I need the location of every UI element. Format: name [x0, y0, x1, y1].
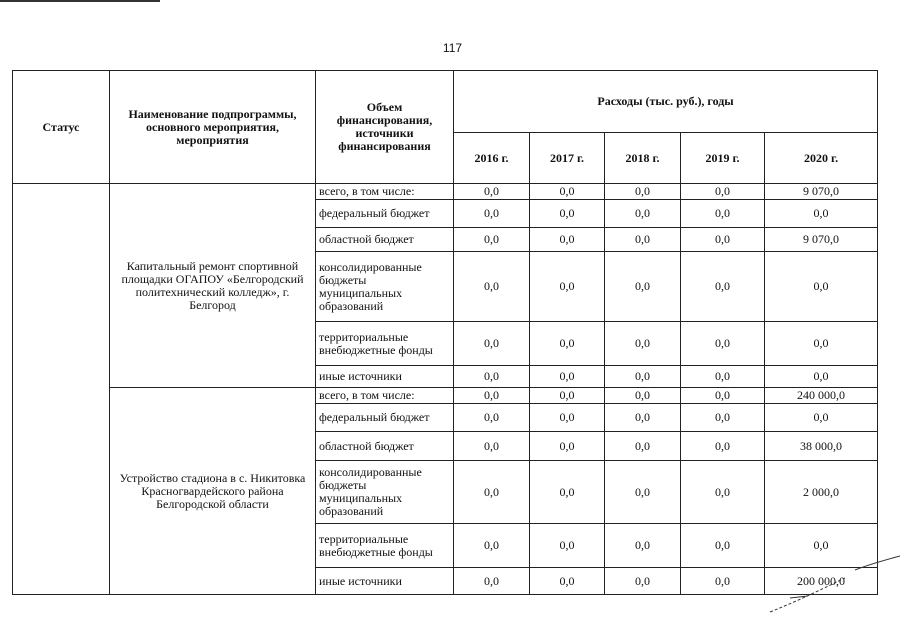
header-volume: Объем финансирования, источники финансирования	[316, 71, 454, 184]
amount-cell: 0,0	[605, 404, 681, 432]
amount-cell: 0,0	[605, 228, 681, 252]
amount-cell: 0,0	[681, 228, 765, 252]
signature-mark	[760, 540, 905, 615]
funding-source: всего, в том числе:	[316, 184, 454, 200]
amount-cell: 200 000,0	[765, 568, 878, 595]
amount-cell: 0,0	[530, 388, 605, 404]
amount-cell: 0,0	[454, 228, 530, 252]
amount-cell: 0,0	[454, 184, 530, 200]
amount-cell: 0,0	[681, 366, 765, 388]
header-year: 2017 г.	[530, 133, 605, 184]
amount-cell: 0,0	[681, 461, 765, 524]
amount-cell: 0,0	[765, 322, 878, 366]
amount-cell: 0,0	[681, 322, 765, 366]
table-row	[13, 388, 878, 404]
amount-cell: 0,0	[454, 432, 530, 461]
amount-cell: 0,0	[454, 200, 530, 228]
amount-cell: 0,0	[530, 568, 605, 595]
amount-cell: 2 000,0	[765, 461, 878, 524]
header-year: 2020 г.	[765, 133, 878, 184]
header-expenses: Расходы (тыс. руб.), годы	[454, 71, 878, 133]
amount-cell: 0,0	[530, 252, 605, 322]
amount-cell: 0,0	[765, 252, 878, 322]
amount-cell: 0,0	[530, 524, 605, 568]
header-year: 2018 г.	[605, 133, 681, 184]
funding-source: федеральный бюджет	[316, 404, 454, 432]
amount-cell: 0,0	[681, 252, 765, 322]
amount-cell: 0,0	[530, 404, 605, 432]
header-name: Наименование подпрограммы, основного мероприятия, мероприятия	[110, 71, 316, 184]
amount-cell: 0,0	[765, 366, 878, 388]
amount-cell: 0,0	[605, 432, 681, 461]
table-row	[13, 184, 878, 200]
amount-cell: 0,0	[454, 388, 530, 404]
amount-cell: 0,0	[454, 461, 530, 524]
funding-source: консолидированные бюджеты муниципальных образований	[316, 252, 454, 322]
amount-cell: 0,0	[454, 404, 530, 432]
status-cell	[13, 184, 110, 595]
amount-cell: 0,0	[605, 184, 681, 200]
amount-cell: 0,0	[454, 366, 530, 388]
amount-cell: 9 070,0	[765, 228, 878, 252]
amount-cell: 0,0	[530, 366, 605, 388]
amount-cell: 38 000,0	[765, 432, 878, 461]
top-rule	[0, 0, 160, 2]
amount-cell: 0,0	[605, 366, 681, 388]
amount-cell: 0,0	[530, 461, 605, 524]
amount-cell: 0,0	[605, 252, 681, 322]
funding-source: федеральный бюджет	[316, 200, 454, 228]
amount-cell: 0,0	[681, 404, 765, 432]
table-body	[13, 184, 878, 595]
amount-cell: 0,0	[530, 184, 605, 200]
amount-cell: 240 000,0	[765, 388, 878, 404]
amount-cell: 0,0	[681, 432, 765, 461]
header-status: Статус	[13, 71, 110, 184]
amount-cell: 9 070,0	[765, 184, 878, 200]
activity-name: Капитальный ремонт спортивной площадки ОГАПОУ «Белгородский политехнический колледж», г. Белгород	[110, 184, 316, 388]
funding-source: иные источники	[316, 568, 454, 595]
header-year: 2016 г.	[454, 133, 530, 184]
amount-cell: 0,0	[605, 388, 681, 404]
amount-cell: 0,0	[530, 432, 605, 461]
funding-source: всего, в том числе:	[316, 388, 454, 404]
amount-cell: 0,0	[681, 184, 765, 200]
amount-cell: 0,0	[605, 461, 681, 524]
financing-table	[12, 70, 878, 595]
amount-cell: 0,0	[605, 524, 681, 568]
amount-cell: 0,0	[454, 252, 530, 322]
amount-cell: 0,0	[454, 524, 530, 568]
amount-cell: 0,0	[681, 388, 765, 404]
funding-source: территориальные внебюджетные фонды	[316, 322, 454, 366]
amount-cell: 0,0	[454, 322, 530, 366]
funding-source: территориальные внебюджетные фонды	[316, 524, 454, 568]
amount-cell: 0,0	[454, 568, 530, 595]
amount-cell: 0,0	[605, 200, 681, 228]
amount-cell: 0,0	[605, 322, 681, 366]
amount-cell: 0,0	[530, 228, 605, 252]
funding-source: областной бюджет	[316, 432, 454, 461]
amount-cell: 0,0	[765, 200, 878, 228]
amount-cell: 0,0	[530, 200, 605, 228]
page-number: 117	[442, 41, 463, 55]
amount-cell: 0,0	[681, 200, 765, 228]
funding-source: консолидированные бюджеты муниципальных образований	[316, 461, 454, 524]
header-year: 2019 г.	[681, 133, 765, 184]
activity-name: Устройство стадиона в с. Никитовка Красногвардейского района Белгородской области	[110, 388, 316, 595]
amount-cell: 0,0	[681, 524, 765, 568]
funding-source: иные источники	[316, 366, 454, 388]
funding-source: областной бюджет	[316, 228, 454, 252]
amount-cell: 0,0	[765, 404, 878, 432]
amount-cell: 0,0	[681, 568, 765, 595]
amount-cell: 0,0	[530, 322, 605, 366]
amount-cell: 0,0	[765, 524, 878, 568]
amount-cell: 0,0	[605, 568, 681, 595]
